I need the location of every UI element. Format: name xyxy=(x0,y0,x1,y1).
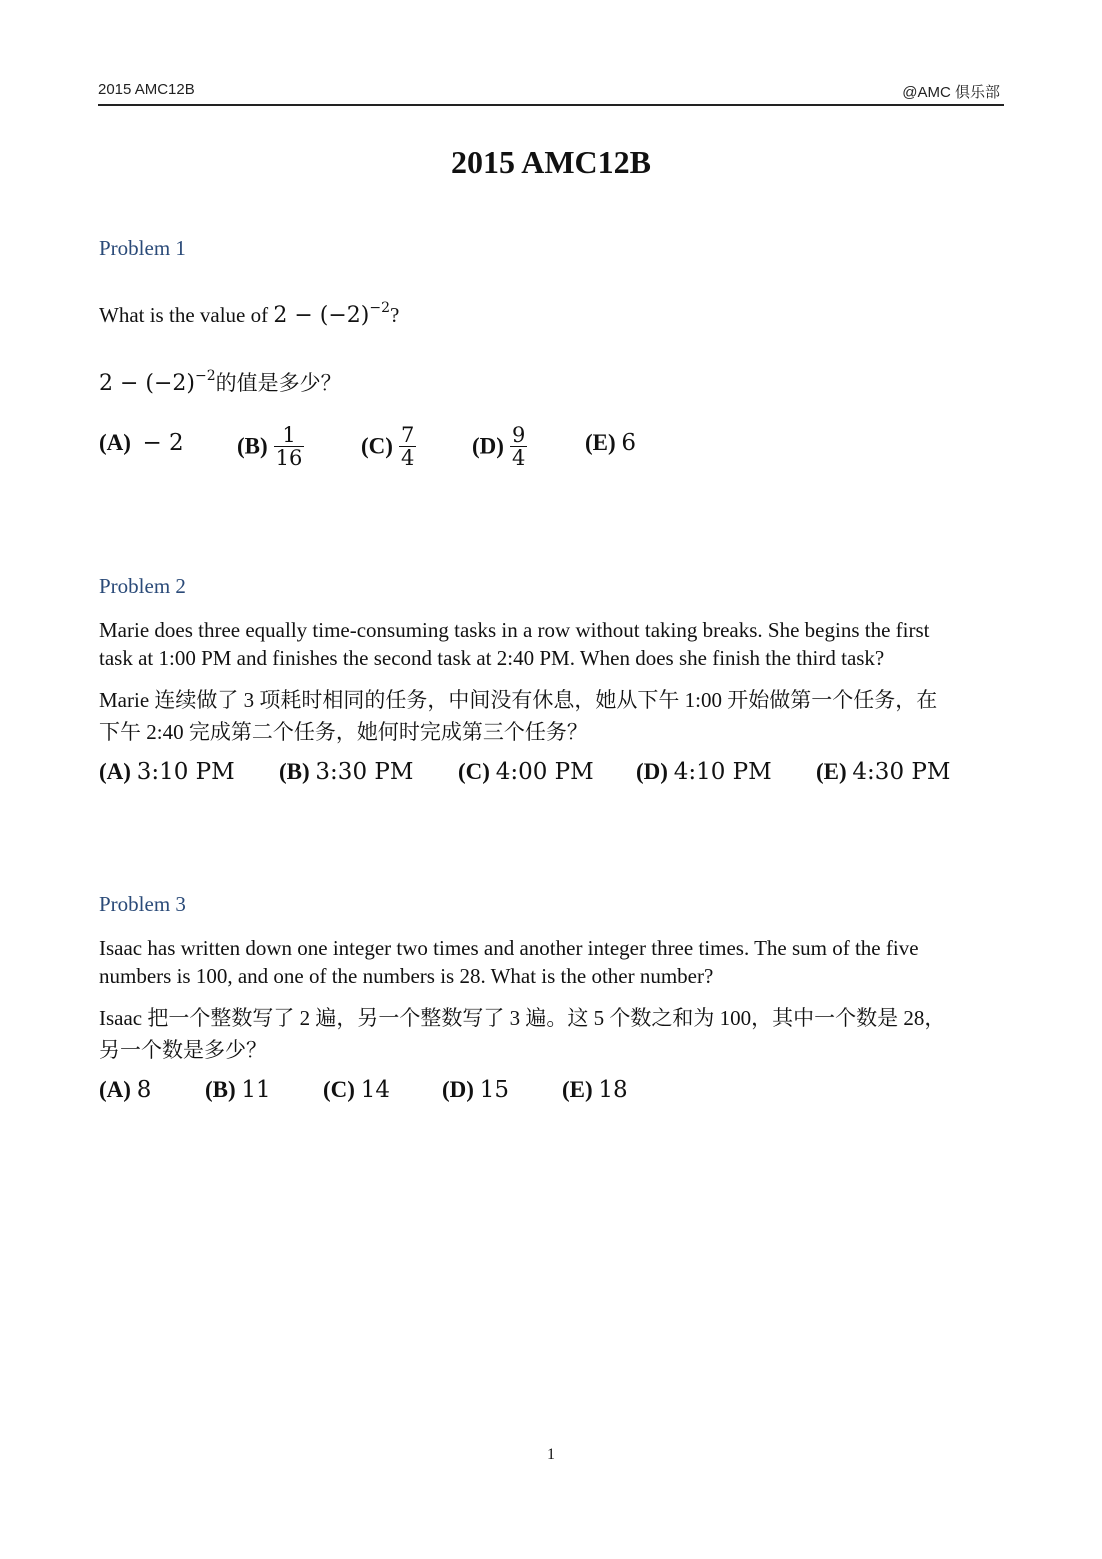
problem-1-en-suffix: ? xyxy=(390,303,400,327)
problem-1-question-cn xyxy=(99,360,999,400)
running-header xyxy=(98,80,1004,106)
choice-d xyxy=(472,424,527,469)
choice-value: 15 xyxy=(479,1077,509,1103)
choice-value: 3:10 PM xyxy=(136,759,235,785)
choice-c xyxy=(458,759,594,785)
problem-3-question-cn xyxy=(99,1002,999,1066)
choice-a xyxy=(99,430,184,456)
numerator: 1 xyxy=(274,424,305,447)
choice-label: (E) xyxy=(816,759,847,784)
problem-1-expression-cn xyxy=(99,368,216,396)
numerator: 7 xyxy=(400,423,415,447)
choice-value: 4:30 PM xyxy=(852,759,951,785)
question-en-line: task at 1:00 PM and finishes the second task at 2:40 PM. When does she finish the third task? xyxy=(99,646,885,670)
question-cn-line: Marie 连续做了 3 项耗时相同的任务，中间没有休息，她从下午 1:00 开始做第一个任务，在 xyxy=(99,688,938,712)
fraction xyxy=(399,424,416,469)
question-cn-line: 下午 2:40 完成第二个任务，她何时完成第三个任务？ xyxy=(99,720,588,744)
expr-base: 2 − (−2) xyxy=(273,303,370,328)
choice-label: (D) xyxy=(636,759,668,784)
problem-1-cn-suffix: 的值是多少？ xyxy=(215,371,342,395)
question-en-line: numbers is 100, and one of the numbers is 28. What is the other number? xyxy=(99,964,714,988)
choice-label: (A) xyxy=(99,759,131,784)
choice-e xyxy=(585,430,636,456)
expr-base: 2 − (−2) xyxy=(99,371,196,396)
choice-b xyxy=(205,1077,271,1103)
choice-value: 8 xyxy=(136,1077,152,1103)
choice-label: (D) xyxy=(472,433,504,459)
problem-1-heading: Problem 1 xyxy=(99,236,186,260)
choice-label: (A) xyxy=(99,1077,131,1102)
document-title: 2015 AMC12B xyxy=(451,144,651,180)
choice-a xyxy=(99,1077,151,1103)
choice-c xyxy=(323,1077,390,1103)
expr-exponent: −2 xyxy=(195,368,216,384)
choice-value: 6 xyxy=(621,430,637,456)
choice-a xyxy=(99,759,235,785)
choice-label: (B) xyxy=(279,759,310,784)
choice-label: (B) xyxy=(205,1077,236,1102)
denominator: 4 xyxy=(511,446,526,470)
header-right-text: @AMC 俱乐部 xyxy=(902,84,1000,101)
choice-value: 4:10 PM xyxy=(673,759,772,785)
choice-value: 14 xyxy=(360,1077,390,1103)
problem-1-expression xyxy=(273,300,391,328)
choice-b xyxy=(237,424,304,469)
choice-label: (E) xyxy=(562,1077,593,1102)
fraction xyxy=(274,424,305,469)
choice-e xyxy=(816,759,950,785)
choice-label: (A) xyxy=(99,430,131,455)
page-number: 1 xyxy=(547,1446,555,1463)
problem-1-en-prefix: What is the value of xyxy=(99,303,274,327)
problem-2-heading: Problem 2 xyxy=(99,574,186,598)
choice-d xyxy=(636,759,772,785)
choice-e xyxy=(562,1077,628,1103)
denominator: 4 xyxy=(400,446,415,470)
problem-3-question-en xyxy=(99,934,999,990)
problem-2-question-en xyxy=(99,616,999,672)
choice-c xyxy=(361,424,416,469)
choice-label: (E) xyxy=(585,430,616,455)
choice-label: (C) xyxy=(323,1077,355,1102)
expr-exponent: −2 xyxy=(369,300,391,316)
question-cn-line: Isaac 把一个整数写了 2 遍，另一个整数写了 3 遍。这 5 个数之和为 100，其中一个数是 28， xyxy=(99,1006,946,1030)
choice-label: (C) xyxy=(361,433,393,459)
denominator: 16 xyxy=(275,446,303,470)
numerator: 9 xyxy=(511,423,526,447)
fraction xyxy=(510,424,527,469)
choice-label: (B) xyxy=(237,433,268,459)
choice-value: 3:30 PM xyxy=(315,759,414,785)
choice-b xyxy=(279,759,413,785)
choice-value: 11 xyxy=(241,1077,271,1103)
question-en-line: Marie does three equally time-consuming tasks in a row without taking breaks. She begins the first xyxy=(99,618,930,642)
choice-value: − 2 xyxy=(142,430,184,456)
problem-3-heading: Problem 3 xyxy=(99,892,186,916)
choice-d xyxy=(442,1077,509,1103)
question-cn-line: 另一个数是多少？ xyxy=(99,1038,267,1062)
choice-value: 18 xyxy=(598,1077,628,1103)
choice-label: (D) xyxy=(442,1077,474,1102)
problem-1-question-en xyxy=(99,294,999,330)
question-en-line: Isaac has written down one integer two times and another integer three times. The sum of the five xyxy=(99,936,919,960)
header-left-text: 2015 AMC12B xyxy=(98,81,195,98)
choice-label: (C) xyxy=(458,759,490,784)
choice-value: 4:00 PM xyxy=(495,759,594,785)
problem-2-question-cn xyxy=(99,684,999,748)
